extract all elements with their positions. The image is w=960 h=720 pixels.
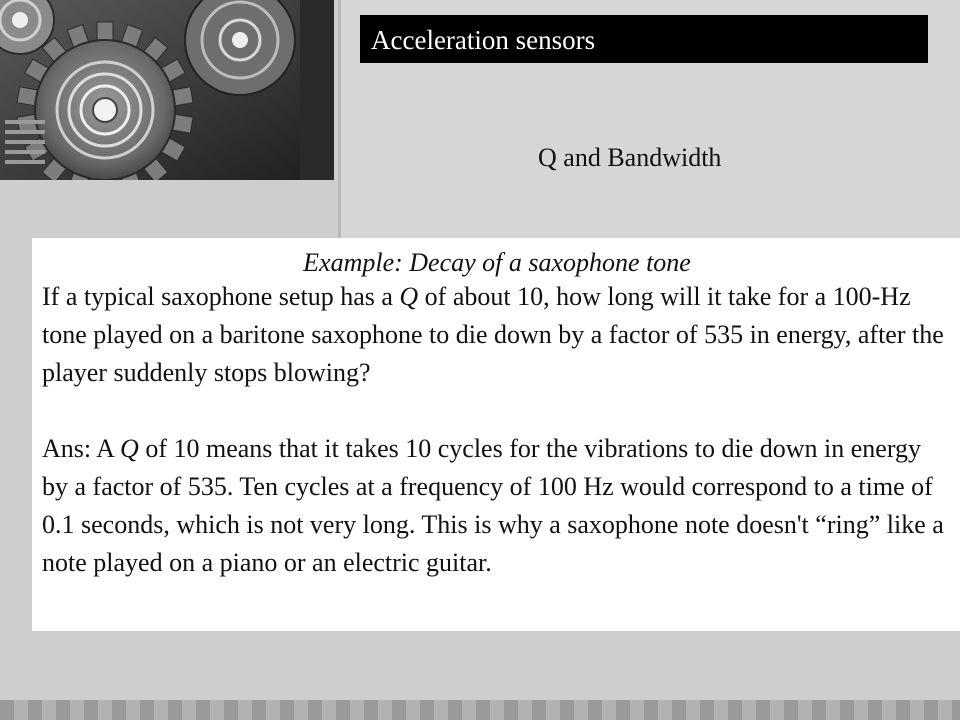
- question-q-symbol: Q: [399, 282, 419, 311]
- slide-title: Acceleration sensors: [371, 25, 596, 55]
- slide-subtitle: Q and Bandwidth: [538, 143, 722, 172]
- example-content-box: [32, 238, 960, 631]
- answer-q-symbol: Q: [120, 434, 139, 463]
- question-paragraph: [42, 278, 952, 392]
- gears-illustration: [0, 0, 334, 180]
- header-divider: [338, 0, 341, 238]
- answer-text-end: of 10 means that it takes 10 cycles for the vibrations to die down in energy by a factor of 535. Ten cycles at a frequency of 100 Hz would correspond to a time of 0.1 seconds, which is not very long. This is why a saxophone note doesn't “ring” like a note played on a piano or an electric guitar.: [42, 434, 944, 577]
- micro-gears-image: [0, 0, 334, 180]
- example-heading: Example: Decay of a saxophone tone: [303, 248, 691, 277]
- answer-text-start: Ans: A: [42, 434, 121, 463]
- answer-paragraph: [42, 430, 952, 582]
- footer-stripe: [0, 700, 960, 720]
- question-text-end: of about 10, how long will it take for a 100-Hz tone played on a baritone saxophone to die down by a factor of 535 in energy, after the player suddenly stops blowing?: [42, 282, 944, 387]
- paragraph-spacer: [42, 392, 952, 430]
- slide-title-bar: [360, 15, 928, 63]
- question-text-start: If a typical saxophone setup has a: [42, 282, 400, 311]
